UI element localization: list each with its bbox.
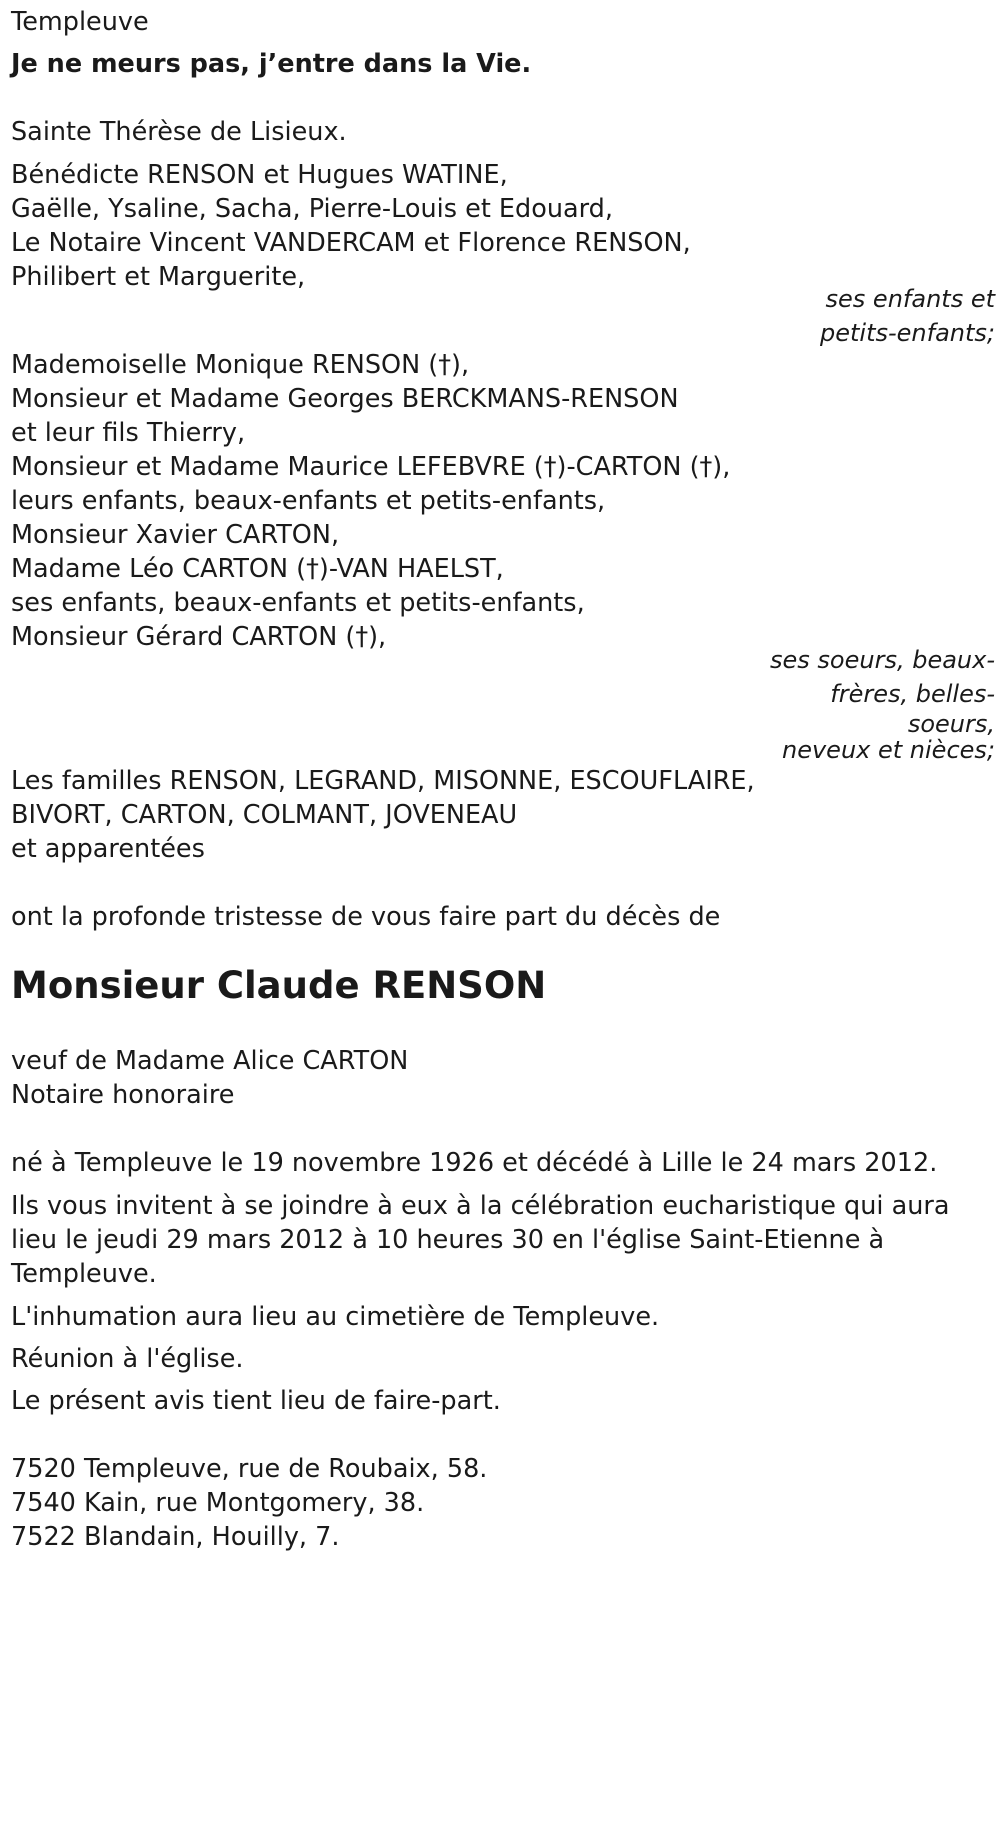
children-relation xyxy=(735,280,995,348)
family-line: Monsieur et Madame Georges BERCKMANS-RENSON xyxy=(11,384,679,414)
family-line: Bénédicte RENSON et Hugues WATINE, xyxy=(11,160,508,190)
family-line: ses enfants, beaux-enfants et petits-enfants, xyxy=(11,588,585,618)
relation-line: ses soeurs, beaux- xyxy=(770,646,995,674)
family-line: leurs enfants, beaux-enfants et petits-enfants, xyxy=(11,486,606,516)
ceremony-line: Ils vous invitent à se joindre à eux à la célébration eucharistique qui aura xyxy=(11,1191,950,1221)
relation-line: soeurs, xyxy=(907,710,995,738)
announcement: ont la profonde tristesse de vous faire part du décès de xyxy=(11,902,721,932)
relation-line: neveux et nièces; xyxy=(782,736,995,764)
deceased-widower: veuf de Madame Alice CARTON xyxy=(11,1046,409,1076)
ceremony-line: Templeuve. xyxy=(11,1259,157,1289)
deceased-title: Notaire honoraire xyxy=(11,1080,235,1110)
address-line: 7520 Templeuve, rue de Roubaix, 58. xyxy=(11,1454,488,1484)
relation-line: petits-enfants; xyxy=(820,319,995,347)
family-line: Monsieur Xavier CARTON, xyxy=(11,520,340,550)
birth-death: né à Templeuve le 19 novembre 1926 et décédé à Lille le 24 mars 2012. xyxy=(11,1148,938,1178)
address-line: 7522 Blandain, Houilly, 7. xyxy=(11,1522,340,1552)
relation-line: ses enfants et xyxy=(825,285,995,313)
family-line: Monsieur et Madame Maurice LEFEBVRE (†)-CARTON (†), xyxy=(11,452,731,482)
family-line: Madame Léo CARTON (†)-VAN HAELST, xyxy=(11,554,504,584)
ceremony-line: lieu le jeudi 29 mars 2012 à 10 heures 30 en l'église Saint-Etienne à xyxy=(11,1225,885,1255)
relation-line: frères, belles- xyxy=(830,680,995,708)
siblings-relation xyxy=(735,641,995,765)
burial-info: L'inhumation aura lieu au cimetière de Templeuve. xyxy=(11,1302,660,1332)
family-line: Le Notaire Vincent VANDERCAM et Florence RENSON, xyxy=(11,228,691,258)
notice-info: Le présent avis tient lieu de faire-part. xyxy=(11,1386,501,1416)
motto-author: Sainte Thérèse de Lisieux. xyxy=(11,117,347,147)
family-line: Gaëlle, Ysaline, Sacha, Pierre-Louis et Edouard, xyxy=(11,194,613,224)
family-line: et apparentées xyxy=(11,834,205,864)
header-place: Templeuve xyxy=(11,7,149,37)
family-line: BIVORT, CARTON, COLMANT, JOVENEAU xyxy=(11,800,518,830)
family-line: Monsieur Gérard CARTON (†), xyxy=(11,622,387,652)
address-line: 7540 Kain, rue Montgomery, 38. xyxy=(11,1488,425,1518)
family-line: et leur fils Thierry, xyxy=(11,418,246,448)
meeting-info: Réunion à l'église. xyxy=(11,1344,244,1374)
motto: Je ne meurs pas, j’entre dans la Vie. xyxy=(11,49,532,79)
family-line: Les familles RENSON, LEGRAND, MISONNE, ESCOUFLAIRE, xyxy=(11,766,755,796)
family-line: Philibert et Marguerite, xyxy=(11,262,306,292)
deceased-name: Monsieur Claude RENSON xyxy=(11,964,547,1007)
family-line: Mademoiselle Monique RENSON (†), xyxy=(11,350,470,380)
